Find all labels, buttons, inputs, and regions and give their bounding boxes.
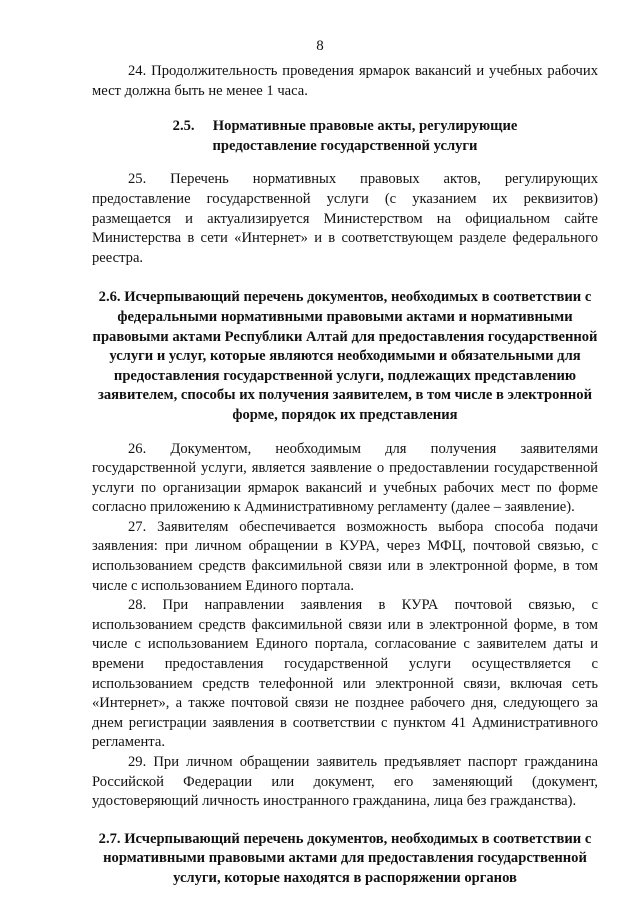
- section-heading-2-5-line1: 2.5. Нормативные правовые акты, регулирующие: [172, 118, 518, 135]
- page-number: 8: [316, 38, 324, 54]
- section-heading-2-6: 2.6. Исчерпывающий перечень документов, необходимых в соответствии с федеральными нормативными правовыми актами и нормативными правовыми актами Республики Алтай для предоставления государственной услуги и услуг, которые являются необходимыми и обязательными для предоставления государственной услуги, подлежащих представлению заявителем, способы их получения заявителем, в том числе в электронной форме, порядок их представления: [92, 289, 598, 423]
- section-heading-2-5: [92, 117, 598, 156]
- section-heading-2-7: 2.7. Исчерпывающий перечень документов, необходимых в соответствии с нормативными правовыми актами для предоставления государственной услуги, которые находятся в распоряжении органов: [98, 830, 592, 886]
- paragraph-24: 24. Продолжительность проведения ярмарок вакансий и учебных рабочих мест должна быть не менее 1 часа.: [92, 63, 598, 99]
- section-heading-2-5-line2: предоставление государственной услуги: [212, 137, 478, 154]
- paragraph-29: 29. При личном обращении заявитель предъявляет паспорт гражданина Российской Федерации или документ, его заменяющий (документ, удостоверяющий личность иностранного гражданина, лица без гражданства).: [92, 754, 598, 810]
- paragraph-28: 28. При направлении заявления в КУРА почтовой связью, с использованием средств факсимильной связи или в электронной форме, в том числе с использованием Единого портала, согласование с заявителем даты и времени предоставления государственной услуги осуществляется с использованием средств телефонной или электронной связи, включая сеть «Интернет», а также почтовой связи не позднее рабочего дня, следующего за днем регистрации заявления в соответствии с пунктом 41 Административного регламента.: [92, 597, 598, 751]
- paragraph-27: 27. Заявителям обеспечивается возможность выбора способа подачи заявления: при личном обращении в КУРА, через МФЦ, почтовой связью, с использованием средств факсимильной связи или в электронной форме, в том числе с использованием Единого портала.: [92, 518, 598, 594]
- document-body: [92, 62, 598, 889]
- paragraph-25: 25. Перечень нормативных правовых актов, регулирующих предоставление государственной услуги (с указанием их реквизитов) размещается и актуализируется Министерством на официальном сайте Министерства в сети «Интернет» и в соответствующем разделе федерального реестра.: [92, 171, 598, 266]
- paragraph-26: 26. Документом, необходимым для получения заявителями государственной услуги, является заявление о предоставлении государственной услуги по организации ярмарок вакансий и учебных рабочих мест по форме согласно приложению к Административному регламенту (далее – заявление).: [92, 440, 598, 516]
